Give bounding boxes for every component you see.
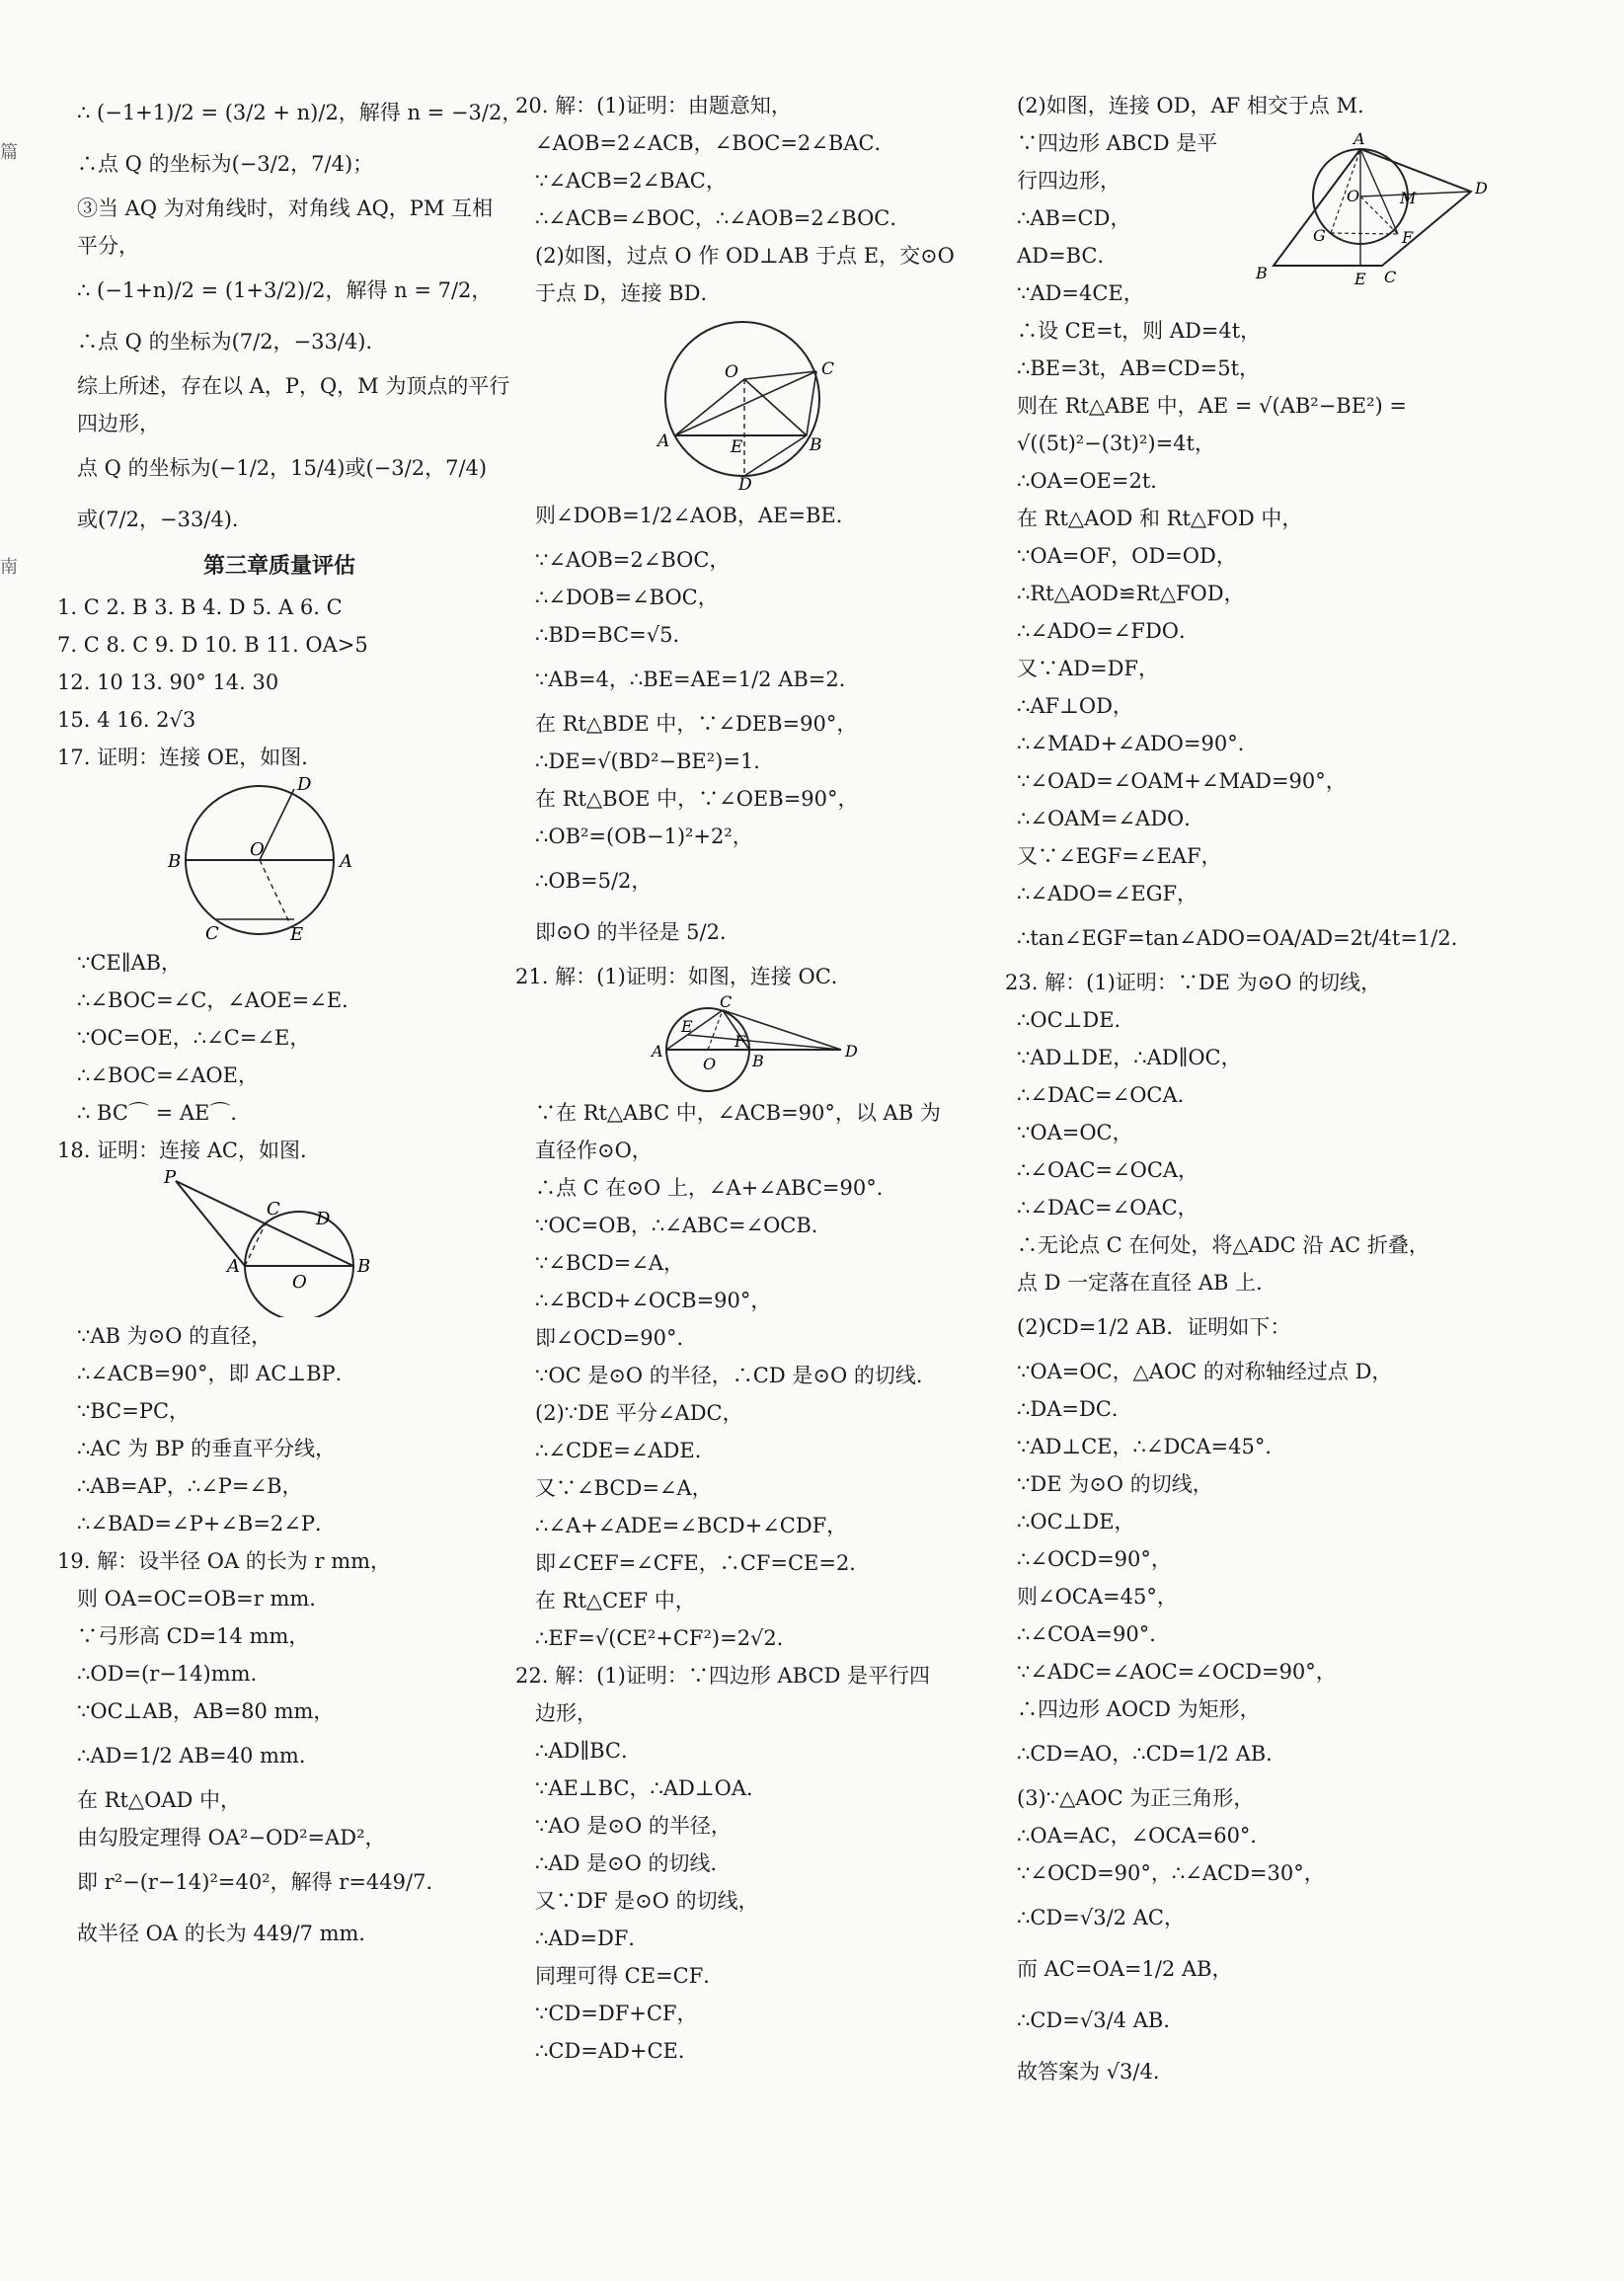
text-line: 行四边形， [1017,169,1121,193]
text-line: 故答案为 √3/4． [1017,2060,1174,2084]
text-line: ∵AD⊥DE，∴AD∥OC， [1017,1046,1242,1069]
text-line: ∠AOB=2∠ACB，∠BOC=2∠BAC． [535,131,895,155]
answer-line: 15. 4 16. 2√3 [57,708,196,732]
label-F: F [1402,228,1414,247]
problem-20-title: 20. 解：(1)证明：由题意知， [515,94,792,118]
text-line: ∴OC⊥DE． [1017,1008,1135,1032]
text-line: ∵弓形高 CD=14 mm， [77,1624,310,1648]
text-line: ∵CE∥AB， [77,951,183,975]
label-C: C [1384,268,1397,286]
text-line: 点 D 一定落在直径 AB 上． [1017,1271,1277,1295]
text-line: ∴无论点 C 在何处，将△ADC 沿 AC 折叠， [1017,1233,1430,1257]
text-line: ∴∠BCD+∠OCB=90°， [535,1289,772,1312]
label-A: A [652,1042,663,1061]
text-line: ∴∠BOC=∠AOE， [77,1063,259,1087]
text-line: 直径作⊙O， [535,1139,653,1162]
text-line: ∴∠ADO=∠EGF， [1017,882,1199,905]
label-O: O [725,362,738,382]
text-line: 综上所述，存在以 A，P，Q，M 为顶点的平行 [77,374,510,398]
text-line: ∴EF=√(CE²+CF²)=2√2． [535,1626,798,1650]
label-O: O [703,1055,717,1073]
text-line: ∵OA=OF，OD=OD， [1017,544,1237,568]
text-line: ∵AE⊥BC，∴AD⊥OA． [535,1776,767,1800]
text-line: ∴∠ACB=90°，即 AC⊥BP． [77,1362,356,1385]
text-line: ∴点 Q 的坐标为(−3/2，7/4)； [77,152,374,176]
label-D: D [1475,179,1488,197]
label-C: C [205,923,219,944]
label-E: E [1354,270,1366,288]
label-D: D [738,475,752,490]
text-line: ∴OD=(r−14)mm． [77,1662,271,1686]
text-line: 则∠DOB=1/2∠AOB，AE=BE． [535,504,857,527]
label-C: C [267,1199,280,1219]
text-line: ∵∠AOB=2∠BOC， [535,548,731,572]
text-line: ∴AB=AP，∴∠P=∠B， [77,1474,303,1498]
text-line: ∴∠OAM=∠ADO． [1017,807,1205,830]
label-C: C [720,995,733,1011]
label-P: P [164,1169,177,1188]
text-line: ∴OB=5/2， [535,869,653,893]
problem-17-title: 17. 证明：连接 OE，如图． [57,746,323,769]
text-line: 故半径 OA 的长为 449/7 mm． [77,1922,380,1945]
label-G: G [1313,226,1326,245]
text-line: AD=BC． [1017,244,1119,268]
text-line: ∵OC 是⊙O 的半径，∴CD 是⊙O 的切线． [535,1364,937,1387]
figure-22 [1252,122,1489,290]
label-E: E [681,1017,693,1036]
figure-21 [515,995,1009,1094]
text-line: 在 Rt△CEF 中， [535,1589,696,1612]
label-A: A [227,1256,240,1277]
text-line: ∵DE 为⊙O 的切线， [1017,1472,1213,1496]
text-line: ∵OC=OE，∴∠C=∠E， [77,1026,311,1050]
label-E: E [290,924,304,944]
text-line: ∵AD⊥CE，∴∠DCA=45°． [1017,1435,1286,1458]
text-line: ∴∠ACB=∠BOC，∴∠AOB=2∠BOC． [535,206,911,230]
text-line: ∴DE=√(BD²−BE²)=1． [535,749,775,773]
text-line: ∵在 Rt△ABC 中，∠ACB=90°，以 AB 为 [535,1101,941,1125]
text-line: 又∵AD=DF， [1017,657,1160,680]
text-line: ∴∠OCD=90°， [1017,1547,1172,1571]
text-line: ∴AF⊥OD， [1017,694,1133,718]
label-B: B [752,1052,764,1070]
problem-18-title: 18. 证明：连接 AC，如图． [57,1139,321,1162]
text-line: ∵四边形 ABCD 是平 [1017,131,1218,155]
text-line: 在 Rt△AOD 和 Rt△FOD 中， [1017,507,1303,530]
text-line: ∴AD 是⊙O 的切线． [535,1851,732,1875]
label-A: A [340,851,352,872]
text-line: ∴ (−1+1)/2 = (3/2 + n)/2，解得 n = −3/2， [77,101,523,124]
label-A: A [1353,129,1365,148]
text-line: ∴Rt△AOD≌Rt△FOD， [1017,582,1245,605]
text-line: 即∠OCD=90°． [535,1326,698,1350]
text-line: (3)∵△AOC 为正三角形， [1017,1786,1255,1810]
figure-20 [515,312,1009,490]
text-line: ∴CD=AO，∴CD=1/2 AB． [1017,1742,1287,1766]
label-B: B [1256,264,1268,282]
margin-mark-1: 篇 [0,142,18,163]
text-line: ∵OC⊥AB，AB=80 mm， [77,1699,335,1723]
text-line: ∴AB=CD， [1017,206,1131,230]
text-line: ∵BC=PC， [77,1399,191,1423]
text-line: ∴∠CDE=∠ADE． [535,1439,716,1462]
text-line: ∴∠ADO=∠FDO． [1017,619,1199,643]
text-line: ∵∠ACB=2∠BAC， [535,169,727,193]
label-D: D [845,1042,858,1061]
text-line: ∴ BC⌒ = AE⌒． [77,1101,252,1125]
text-line: ∴ (−1+n)/2 = (1+3/2)/2，解得 n = 7/2， [77,278,493,302]
text-line: ∵∠BCD=∠A， [535,1251,685,1275]
answer-line: 7. C 8. C 9. D 10. B 11. OA>5 [57,633,368,657]
text-line: 又∵DF 是⊙O 的切线， [535,1889,759,1913]
text-line: ∴tan∠EGF=tan∠ADO=OA/AD=2t/4t=1/2． [1017,926,1472,950]
problem-21-title: 21. 解：(1)证明：如图，连接 OC． [515,965,852,988]
text-line: ∴∠BOC=∠C，∠AOE=∠E． [77,988,363,1012]
text-line: 或(7/2，−33/4)． [77,508,253,531]
label-O: O [250,839,265,860]
problem-23-title: 23. 解：(1)证明：∵DE 为⊙O 的切线， [1005,971,1382,994]
text-line: 于点 D，连接 BD． [535,281,722,305]
text-line: ∵AD=4CE， [1017,281,1144,305]
text-line: ∵CD=DF+CF， [535,2002,698,2025]
text-line: 由勾股定理得 OA²−OD²=AD²， [77,1826,386,1849]
text-line: (2)CD=1/2 AB．证明如下： [1017,1315,1291,1339]
answer-line: 1. C 2. B 3. B 4. D 5. A 6. C [57,595,343,619]
text-line: ∵AB 为⊙O 的直径， [77,1324,272,1348]
text-line: ∴四边形 AOCD 为矩形， [1017,1697,1261,1721]
text-line: 即⊙O 的半径是 5/2． [535,920,740,944]
problem-19-title: 19. 解：设半径 OA 的长为 r mm， [57,1549,392,1573]
label-B: B [357,1256,371,1277]
text-line: ∴∠MAD+∠ADO=90°． [1017,732,1259,755]
text-line: 在 Rt△OAD 中， [77,1788,241,1812]
text-line: ∴DA=DC． [1017,1397,1132,1421]
label-O: O [1347,187,1360,205]
text-line: ∴CD=AD+CE． [535,2039,699,2063]
text-line: ∴∠DAC=∠OCA． [1017,1083,1199,1107]
label-B: B [168,851,182,872]
label-E: E [731,437,743,457]
text-line: ∴点 C 在⊙O 上，∠A+∠ABC=90°． [535,1176,897,1200]
text-line: ∴CD=√3/4 AB． [1017,2008,1185,2032]
text-line: ∵OA=OC， [1017,1121,1133,1144]
text-line: 则 OA=OC=OB=r mm． [77,1587,331,1611]
text-line: ∴∠OAC=∠OCA， [1017,1158,1199,1182]
text-line: ∵AO 是⊙O 的半径， [535,1814,732,1838]
text-line: ∴点 Q 的坐标为(7/2，−33/4)． [77,330,387,354]
text-line: ③当 AQ 为对角线时，对角线 AQ，PM 互相 [77,197,494,220]
text-line: 又∵∠BCD=∠A， [535,1476,713,1500]
answer-line: 12. 10 13. 90° 14. 30 [57,670,279,694]
margin-mark-2: 南 [0,557,18,578]
figure-18 [57,1169,502,1317]
text-line: ∴BD=BC=√5． [535,623,694,647]
text-line: 即 r²−(r−14)²=40²，解得 r=449/7． [77,1870,447,1894]
text-line: 四边形， [77,412,160,435]
text-line: 即∠CEF=∠CFE，∴CF=CE=2． [535,1551,871,1575]
text-line: 则在 Rt△ABE 中，AE = √(AB²−BE²) = [1017,394,1407,418]
text-line: 点 Q 的坐标为(−1/2，15/4)或(−3/2，7/4) [77,456,488,480]
text-line: ∴BE=3t，AB=CD=5t， [1017,356,1261,380]
text-line: ∴OA=OE=2t． [1017,469,1172,493]
text-line: ∴OB²=(OB−1)²+2²， [535,825,753,848]
text-line: ∵∠OCD=90°，∴∠ACD=30°， [1017,1861,1325,1885]
text-line: ∴∠A+∠ADE=∠BCD+∠CDF， [535,1514,848,1537]
text-line: 又∵∠EGF=∠EAF， [1017,844,1222,868]
text-line: ∵OC=OB，∴∠ABC=∠OCB． [535,1214,832,1237]
text-line: 在 Rt△BDE 中，∵∠DEB=90°， [535,712,858,736]
text-line: ∴AC 为 BP 的垂直平分线， [77,1437,337,1460]
label-A: A [657,432,670,451]
figure-17 [57,776,502,944]
label-C: C [821,359,835,379]
text-line: 平分， [77,234,139,258]
text-line: 边形， [535,1701,597,1725]
label-F: F [735,1032,746,1051]
text-line: ∵OA=OC，△AOC 的对称轴经过点 D， [1017,1360,1393,1383]
text-line: ∵∠OAD=∠OAM+∠MAD=90°， [1017,769,1347,793]
text-line: 同理可得 CE=CF． [535,1964,725,1988]
text-line: ∵AB=4，∴BE=AE=1/2 AB=2． [535,668,860,691]
text-line: ∴AD=DF． [535,1927,650,1950]
section-heading: 第三章质量评估 [202,554,355,579]
problem-22-title: 22. 解：(1)证明：∵四边形 ABCD 是平行四 [515,1664,931,1688]
text-line: ∴∠COA=90°． [1017,1622,1171,1646]
text-line: ∴∠BAD=∠P+∠B=2∠P． [77,1512,337,1535]
label-D: D [316,1209,331,1229]
label-D: D [297,776,312,795]
text-line: ∴OA=AC，∠OCA=60°． [1017,1824,1272,1848]
text-line: (2)∵DE 平分∠ADC， [535,1401,743,1425]
label-B: B [810,435,822,455]
text-line: √((5t)²−(3t)²)=4t， [1017,432,1215,455]
text-line: (2)如图，过点 O 作 OD⊥AB 于点 E，交⊙O [535,244,955,268]
text-line: ∴CD=√3/2 AC， [1017,1906,1185,1929]
text-line: ∴∠DOB=∠BOC， [535,586,719,609]
text-line: (2)如图，连接 OD，AF 相交于点 M． [1017,94,1379,118]
text-line: ∴AD∥BC． [535,1739,642,1763]
column-right [1005,87,1558,2097]
label-M: M [1400,189,1417,207]
column-middle [515,87,1009,2070]
text-line: 而 AC=OA=1/2 AB， [1017,1957,1233,1981]
text-line: ∴OC⊥DE， [1017,1510,1135,1534]
column-left [57,87,523,1959]
text-line: ∴∠DAC=∠OAC， [1017,1196,1199,1219]
text-line: 则∠OCA=45°， [1017,1585,1178,1609]
text-line: 在 Rt△BOE 中，∵∠OEB=90°， [535,787,859,811]
text-line: ∴设 CE=t，则 AD=4t， [1017,319,1262,343]
label-O: O [292,1272,307,1293]
text-line: ∴AD=1/2 AB=40 mm． [77,1744,320,1768]
text-line: ∵∠ADC=∠AOC=∠OCD=90°， [1017,1660,1337,1684]
